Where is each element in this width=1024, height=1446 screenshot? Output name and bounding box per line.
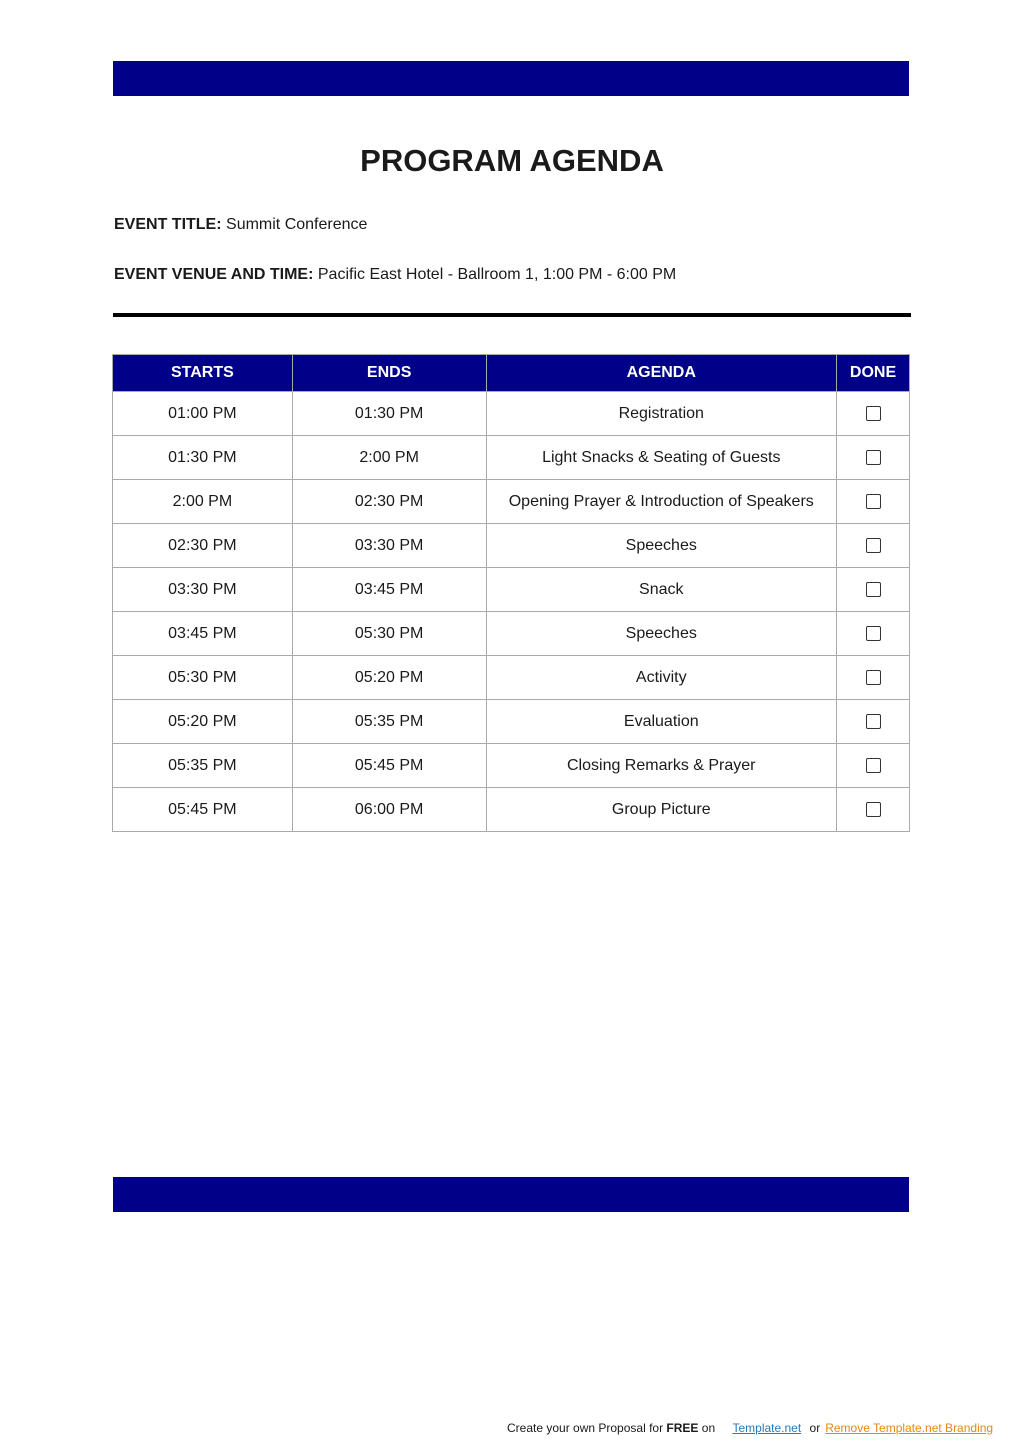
cell-agenda: Speeches — [486, 612, 837, 656]
table-row — [113, 480, 910, 524]
done-checkbox[interactable] — [866, 758, 881, 773]
done-checkbox[interactable] — [866, 406, 881, 421]
event-title-line — [114, 215, 367, 235]
table-row — [113, 612, 910, 656]
cell-ends: 2:00 PM — [292, 436, 486, 480]
footer-prefix: Create your own Proposal for — [507, 1421, 667, 1435]
header-agenda: AGENDA — [486, 355, 837, 392]
cell-agenda: Activity — [486, 656, 837, 700]
cell-agenda: Evaluation — [486, 700, 837, 744]
event-title-value: Summit Conference — [226, 216, 368, 233]
cell-starts: 05:35 PM — [113, 744, 293, 788]
cell-ends: 06:00 PM — [292, 788, 486, 832]
cell-starts: 03:45 PM — [113, 612, 293, 656]
cell-done — [837, 436, 910, 480]
page-title: PROGRAM AGENDA — [360, 143, 664, 178]
done-checkbox[interactable] — [866, 582, 881, 597]
done-checkbox[interactable] — [866, 714, 881, 729]
done-checkbox[interactable] — [866, 626, 881, 641]
cell-ends: 03:45 PM — [292, 568, 486, 612]
header-done: DONE — [837, 355, 910, 392]
header-ends: ENDS — [292, 355, 486, 392]
cell-agenda: Registration — [486, 392, 837, 436]
cell-starts: 02:30 PM — [113, 524, 293, 568]
event-venue-line — [114, 265, 676, 285]
header-color-bar — [113, 61, 909, 96]
event-title-label: EVENT TITLE: — [114, 216, 222, 233]
table-row — [113, 700, 910, 744]
done-checkbox[interactable] — [866, 494, 881, 509]
cell-agenda: Opening Prayer & Introduction of Speakers — [486, 480, 837, 524]
cell-done — [837, 524, 910, 568]
cell-agenda: Light Snacks & Seating of Guests — [486, 436, 837, 480]
footer-free: FREE — [666, 1421, 699, 1435]
cell-done — [837, 788, 910, 832]
footer-color-bar — [113, 1177, 909, 1212]
done-checkbox[interactable] — [866, 670, 881, 685]
cell-agenda: Group Picture — [486, 788, 837, 832]
table-row — [113, 392, 910, 436]
cell-done — [837, 392, 910, 436]
header-starts: STARTS — [113, 355, 293, 392]
table-row — [113, 788, 910, 832]
event-venue-value: Pacific East Hotel - Ballroom 1, 1:00 PM - 6:00 PM — [317, 266, 677, 283]
cell-done — [837, 612, 910, 656]
table-row — [113, 656, 910, 700]
cell-starts: 05:30 PM — [113, 656, 293, 700]
cell-done — [837, 568, 910, 612]
cell-starts: 03:30 PM — [113, 568, 293, 612]
table-row — [113, 436, 910, 480]
footer-on: on — [701, 1421, 716, 1435]
cell-starts: 2:00 PM — [113, 480, 293, 524]
branding-footer — [507, 1421, 993, 1435]
cell-ends: 05:20 PM — [292, 656, 486, 700]
agenda-table — [112, 354, 910, 832]
cell-ends: 01:30 PM — [292, 392, 486, 436]
table-row — [113, 524, 910, 568]
table-row — [113, 568, 910, 612]
divider-rule — [113, 313, 911, 317]
done-checkbox[interactable] — [866, 450, 881, 465]
cell-agenda: Snack — [486, 568, 837, 612]
table-row — [113, 744, 910, 788]
done-checkbox[interactable] — [866, 538, 881, 553]
remove-branding-link[interactable]: Remove Template.net Branding — [825, 1421, 994, 1435]
cell-ends: 05:35 PM — [292, 700, 486, 744]
cell-done — [837, 744, 910, 788]
cell-agenda: Speeches — [486, 524, 837, 568]
cell-done — [837, 480, 910, 524]
cell-done — [837, 656, 910, 700]
cell-ends: 02:30 PM — [292, 480, 486, 524]
event-venue-label: EVENT VENUE AND TIME: — [114, 266, 314, 283]
cell-starts: 05:20 PM — [113, 700, 293, 744]
table-header-row — [113, 355, 910, 392]
cell-ends: 03:30 PM — [292, 524, 486, 568]
cell-done — [837, 700, 910, 744]
template-net-link[interactable]: Template.net — [732, 1421, 802, 1435]
cell-starts: 05:45 PM — [113, 788, 293, 832]
cell-ends: 05:45 PM — [292, 744, 486, 788]
cell-agenda: Closing Remarks & Prayer — [486, 744, 837, 788]
done-checkbox[interactable] — [866, 802, 881, 817]
cell-ends: 05:30 PM — [292, 612, 486, 656]
footer-or: or — [809, 1421, 821, 1435]
cell-starts: 01:30 PM — [113, 436, 293, 480]
cell-starts: 01:00 PM — [113, 392, 293, 436]
